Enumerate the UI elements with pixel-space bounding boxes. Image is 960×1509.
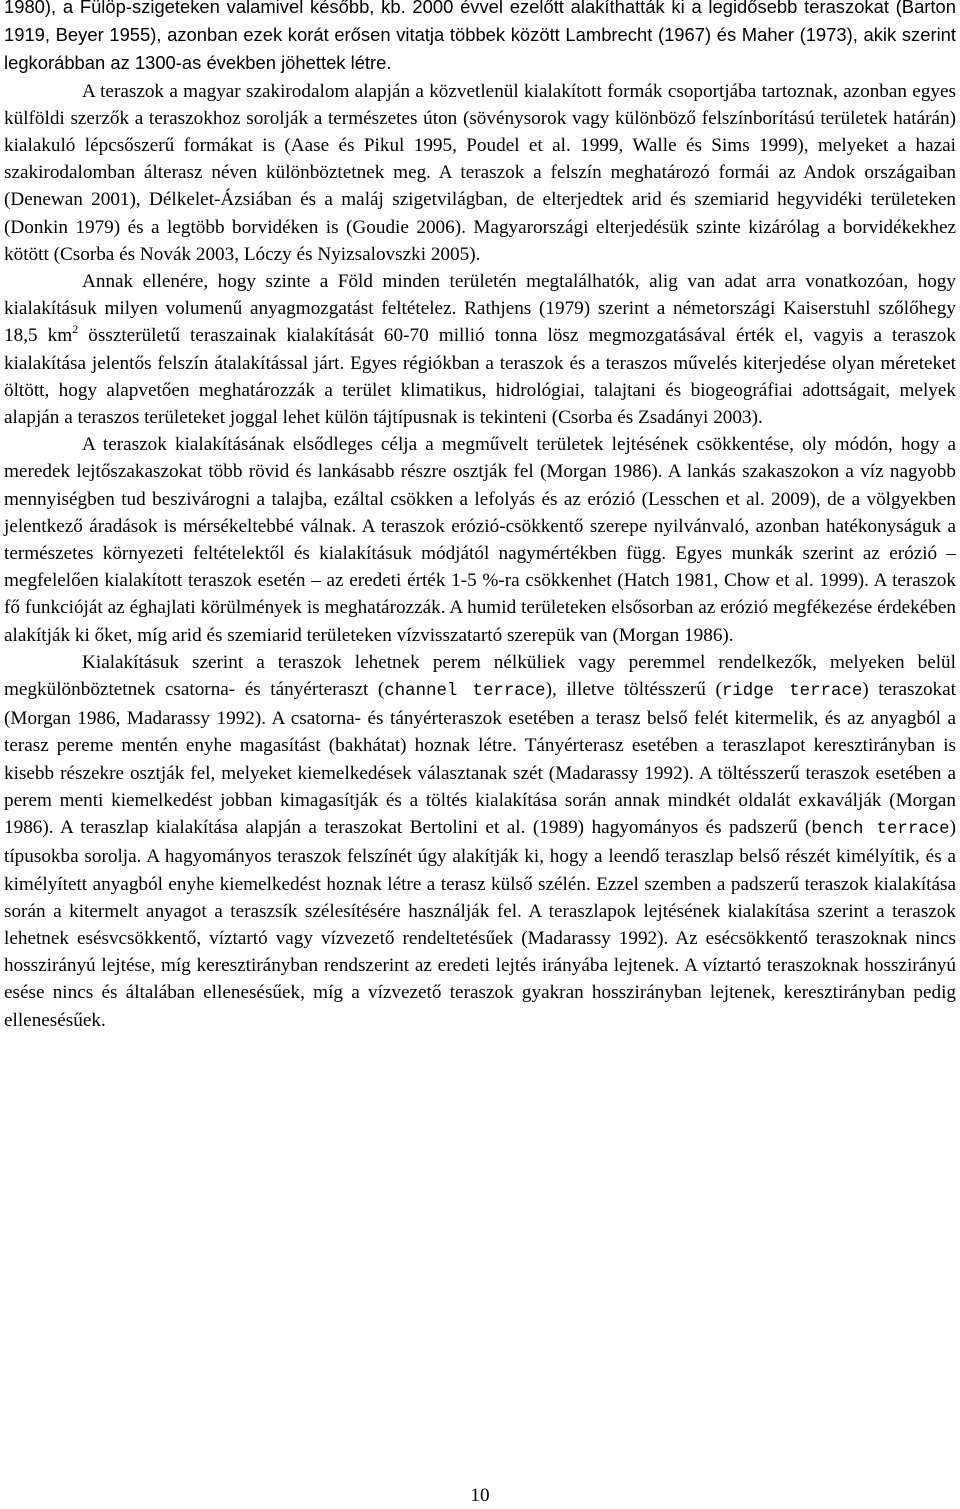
text-run: Kialakításuk szerint a teraszok lehetnek perem nélküliek vagy peremmel rendelkezők, melyeken belül megkülönböztetnek csatorna- és tányérteraszt ( (4, 651, 956, 701)
text-run: ) típusokba sorolja. A hagyományos teraszok felszínét úgy alakítják ki, hogy a leendő teraszlap belső részét kimélyítik, és a kimélyített anyagból enyhe kiemelkedést hoznak létre a terasz külső szélén. Ezzel szemben a padszerű teraszok kialakítása során a kitermelt anyagot a teraszsík szélesítésére használják fel. A teraszlapok lejtésének kialakítása szerint a teraszok lehetnek esésvcsökkentő, víztartó vagy vízvezető rendeltetésűek (Madarassy 1992). Az esécsökkentő teraszoknak nincs hosszirányú lejtése, míg keresztirányban rendszerint az eredeti lejtés irányába lejtenek. A víztartó teraszoknak hosszirányú esése nincs és általában ellenesésűek, míg a vízvezető teraszok gyakran hosszirányban lejtenek, keresztirányban pedig ellenesésűek. (4, 817, 956, 1031)
superscript: 2 (72, 322, 79, 337)
text-run: ) teraszokat (Morgan 1986, Madarassy 1992). A csatorna- és tányérteraszok esetében a terasz belső felét kitermelik, és az anyagból a terasz pereme mentén enyhe magasítást (bakhátat) hoznak létre. Tányérterasz esetében a teraszlapot keresztirányban is kisebb részekre osztják fel, melyeket kiemelkedések választanak szét (Madarassy 1992). A töltésszerű teraszok esetében a perem menti kiemelkedést jobban kimagasítják és a töltés kialakítása során annak mindkét oldalát exkaválják (Morgan 1986). A teraszlap kialakítása alapján a teraszokat Bertolini et al. (1989) hagyományos és padszerű ( (4, 679, 956, 839)
paragraph-terrace-types (4, 649, 956, 1034)
term-ridge-terrace: ridge terrace (721, 682, 863, 702)
paragraph-terrace-classification (4, 78, 956, 268)
term-channel-terrace: channel terrace (384, 682, 546, 702)
paragraph-earth-movement (4, 268, 956, 431)
paragraph-continuation (4, 0, 956, 78)
text-run: A teraszok a magyar szakirodalom alapján a közvetlenül kialakított formák csoportjába tartoznak, azonban egyes külföldi szerzők a teraszokhoz sorolják a természetes úton (sövénysorok vagy különböző felszínborítású területek határán) kialakuló lépcsőszerű formákat is (Aase és Pikul 1995, Poudel et al. 1999, Walle és Sims 1999), melyeket a hazai szakirodalomban álterasz néven különböztetnek meg. A teraszok a felszín meghatározó formái az Andok országaiban (Denewan 2001), Délkelet-Ázsiában és a maláj szigetvilágban, de elterjedtek arid és szemiarid hegyvidéki területeken (Donkin 1979) és a legtöbb borvidéken is (Goudie 2006). Magyarországi elterjedésük szinte kizárólag a borvidékekhez kötött (Csorba és Novák 2003, Lóczy és Nyizsalovszki 2005). (4, 80, 956, 265)
term-bench-terrace: bench terrace (811, 820, 950, 840)
text-run: ), illetve töltésszerű ( (545, 679, 722, 701)
text-run: 1980), a Fülöp-szigeteken valamivel később, kb. 2000 évvel ezelőtt alakíthatták ki a legidősebb teraszokat (Barton 1919, Beyer 1955), azonban ezek korát erősen vitatja többek között Lambrecht (1967) és Maher (1973), akik szerint legkorábban az 1300-as években jöhettek létre. (4, 0, 956, 74)
body-text (4, 0, 956, 1034)
text-run: Annak ellenére, hogy szinte a Föld minden területén megtalálhatók, alig van adat arra vonatkozóan, hogy kialakításuk milyen volumenű anyagmozgatást feltételez. Rathjens (1979) szerint a németországi Kaiserstuhl szőlőhegy 18,5 km (4, 271, 956, 347)
text-run: A teraszok kialakításának elsődleges célja a megművelt területek lejtésének csökkentése, oly módón, hogy a meredek lejtőszakaszokat több rövid és lankásabb részre osztják fel (Morgan 1986). A lankás szakaszokon a víz nagyobb mennyiségben tud beszivárogni a talajba, ezáltal csökken a lefolyás és az erózió (Lesschen et al. 2009), de a völgyekben jelentkező áradások is mérsékeltebbé válnak. A teraszok erózió-csökkentő szerepe nyilvánvaló, azonban hatékonyságuk a természetes környezeti feltételektől és kialakításuk módjától nagymértékben függ. Egyes munkák szerint az erózió – megfelelően kialakított teraszok esetén – az eredeti érték 1-5 %-ra csökkenhet (Hatch 1981, Chow et al. 1999). A teraszok fő funkcióját az éghajlati körülmények is meghatározzák. A humid területeken elsősorban az erózió megfékezése érdekében alakítják ki őket, míg arid és szemiarid területeken vízvisszatartó szerepük van (Morgan 1986). (4, 434, 956, 646)
paragraph-terrace-purpose (4, 431, 956, 649)
text-run: összterületű teraszainak kialakítását 60-70 millió tonna lösz megmozgatásával érték el, vagyis a teraszok kialakítása jelentős felszín átalakítással járt. Egyes régiókban a teraszok és a teraszos művelés kiterjedése olyan méreteket öltött, hogy alapvetően meghatározzák a terület klimatikus, hidrológiai, talajtani és biogeográfiai adottságait, melyek alapján a teraszos területeket joggal lehet külön tájtípusnak is tekinteni (Csorba és Zsadányi 2003). (4, 325, 956, 429)
page-number: 10 (470, 1485, 490, 1506)
